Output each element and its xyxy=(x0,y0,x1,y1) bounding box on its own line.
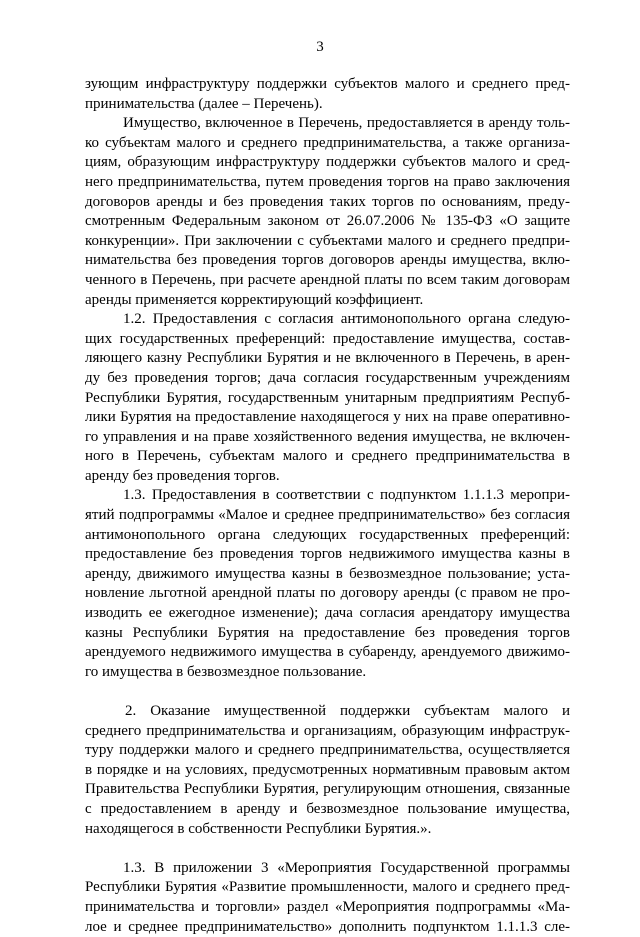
text-line: аренду, движимого имущества казны в безвозмездное пользование; уста- xyxy=(85,565,570,582)
text-line: лое и среднее предпринимательство» дополнить подпунктом 1.1.1.3 сле- xyxy=(85,918,570,935)
text-line: в порядке и на условиях, предусмотренных нормативным правовым актом xyxy=(85,761,570,778)
text-line: Имущество, включенное в Перечень, предоставляется в аренду толь- xyxy=(123,115,570,132)
text-line: 1.3. Предоставления в соответствии с подпунктом 1.1.1.3 меропри- xyxy=(123,487,570,504)
text-line: зующим инфраструктуру поддержки субъектов малого и среднего пред- xyxy=(85,76,570,92)
text-line: ченного в Перечень, при расчете арендной платы по всем таким договорам xyxy=(85,271,570,288)
text-line: конкуренции». При заключении с субъектами малого и среднего предпри- xyxy=(85,232,570,249)
text-line: 2. Оказание имущественной поддержки субъектам малого и xyxy=(125,703,570,719)
text-line: ду без проведения торгов; дача согласия государственным учреждениям xyxy=(85,369,570,386)
text-line: нимательства без проведения торгов договоров аренды имущества, вклю- xyxy=(85,252,570,269)
paragraph-1-3 xyxy=(85,486,570,682)
text-line: ного в Перечень, субъектам малого и среднего предпринимательства в xyxy=(85,448,570,465)
paragraph-amendment-1-3 xyxy=(85,859,570,937)
text-line: с предоставлением в аренду и безвозмездное пользование имущества, xyxy=(85,800,570,817)
text-line: щих государственных преференций: предоставление имущества, состав- xyxy=(85,330,570,347)
text-line: туру поддержки малого и среднего предпринимательства, осуществляется xyxy=(85,742,570,759)
text-line: го управления и на праве хозяйственного ведения имущества, не включен- xyxy=(85,428,570,445)
text-line: арендуемого недвижимого имущества в субаренду, арендуемого движимо- xyxy=(85,644,570,661)
text-line: Республики Бурятия «Развитие промышленности, малого и среднего пред- xyxy=(85,879,570,896)
paragraph-1-2 xyxy=(85,310,570,486)
text-line: принимательства (далее – Перечень). xyxy=(85,95,323,112)
paragraph-spacer xyxy=(85,682,570,702)
text-line: циям, образующим инфраструктуру поддержки субъектов малого и сред- xyxy=(85,154,570,171)
text-line: него предпринимательства, путем проведения торгов на право заключения xyxy=(85,173,570,190)
text-line: находящегося в собственности Республики Бурятия.». xyxy=(85,820,432,837)
page-number: 3 xyxy=(316,39,324,55)
text-line: Правительства Республики Бурятия, регулирующим отношения, связанные xyxy=(85,781,570,798)
paragraph-2 xyxy=(85,702,570,839)
document-body xyxy=(85,75,570,937)
text-line: принимательства и торговли» раздел «Мероприятия подпрограммы «Ма- xyxy=(85,898,570,915)
text-line: среднего предпринимательства и организациям, образующим инфраструк- xyxy=(85,722,570,739)
text-line: ятий подпрограммы «Малое и среднее предпринимательство» без согласия xyxy=(85,507,570,524)
text-line: смотренным Федеральным законом от 26.07.2006 № 135-ФЗ «О защите xyxy=(85,213,570,230)
text-line: Республики Бурятия, государственным унитарным предприятиям Респуб- xyxy=(85,389,570,406)
text-line: предоставление без проведения торгов недвижимого имущества казны в xyxy=(85,546,570,563)
paragraph-intro xyxy=(85,75,570,114)
text-line: ляющего казну Республики Бурятия и не включенного в Перечень, в арен- xyxy=(85,350,570,367)
text-line: го имущества в безвозмездное пользование. xyxy=(85,663,367,680)
text-line: лики Бурятия на предоставление находящегося у них на праве оперативно- xyxy=(85,409,570,426)
text-line: 1.2. Предоставления с согласия антимонопольного органа следую- xyxy=(123,311,570,328)
text-line: казны Республики Бурятия на предоставление без проведения торгов xyxy=(85,624,570,641)
text-line: 1.3. В приложении 3 «Мероприятия Государственной программы xyxy=(123,859,570,876)
text-line: ко субъектам малого и среднего предпринимательства, а также организа- xyxy=(85,134,570,151)
paragraph-property-lease xyxy=(85,114,570,310)
text-line: аренду без проведения торгов. xyxy=(85,467,280,484)
text-line: антимонопольного органа следующих государственных преференций: xyxy=(85,526,570,543)
text-line: аренды применяется корректирующий коэффициент. xyxy=(85,291,424,308)
text-line: новление льготной арендной платы по договору аренды (с правом не про- xyxy=(85,585,570,602)
text-line: договоров аренды и без проведения таких торгов по основаниям, преду- xyxy=(85,193,570,210)
paragraph-spacer xyxy=(85,839,570,859)
text-line: изводить ее ежегодное изменение); дача согласия арендатору имущества xyxy=(85,605,570,622)
